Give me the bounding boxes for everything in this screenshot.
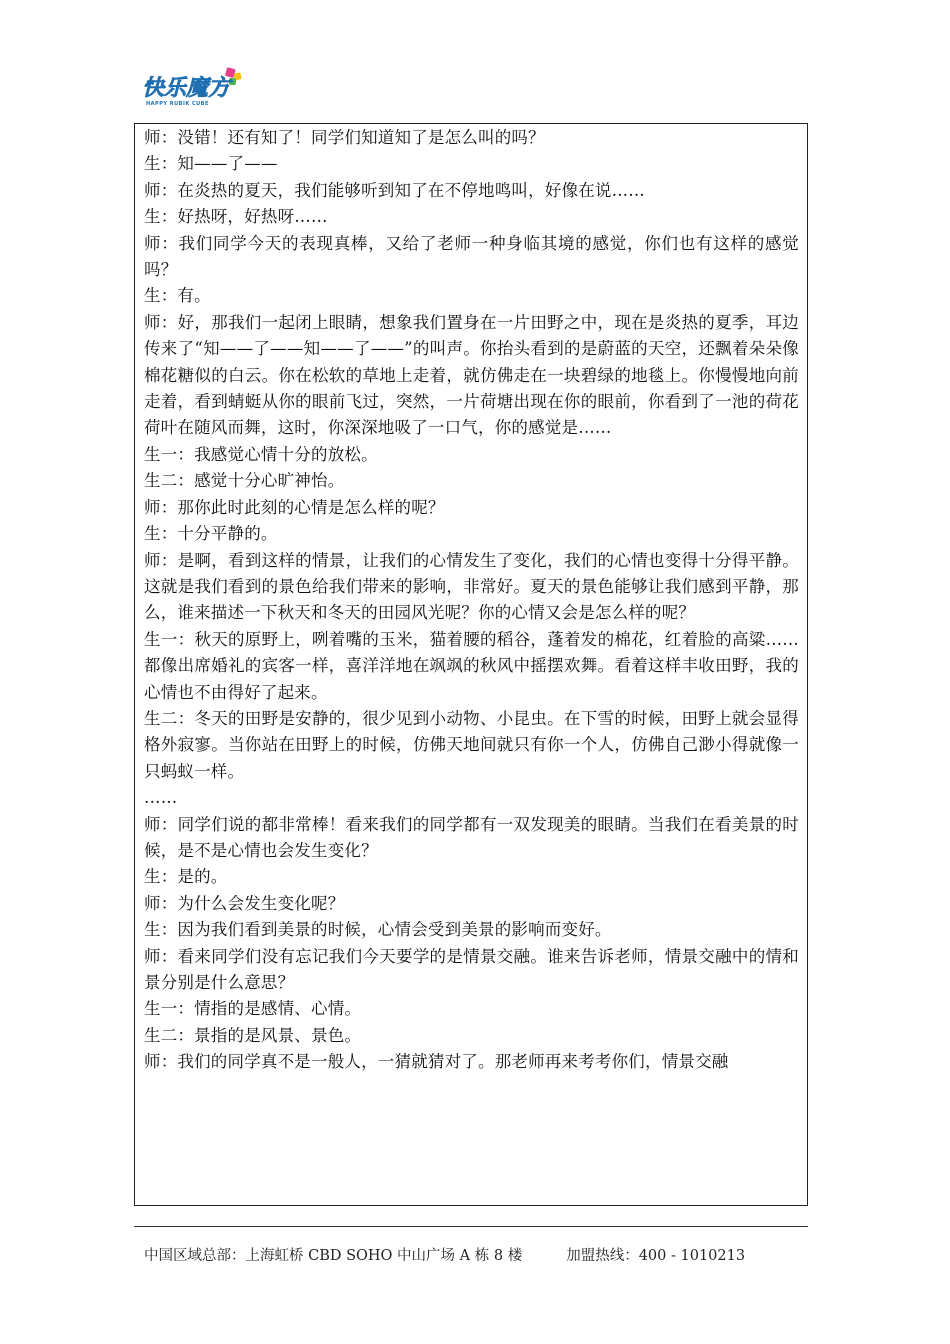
footer-address: 中国区域总部：上海虹桥 CBD SOHO 中山广场 A 栋 8 楼 xyxy=(144,1248,523,1264)
dialogue-line: …… xyxy=(144,788,178,808)
dialogue-line: 师：是啊，看到这样的情景，让我们的心情发生了变化，我们的心情也变得十分得平静。这就是我们看到的景色给我们带来的影响，非常好。夏天的景色能够让我们感到平静，那么，谁来描述一下秋天和冬天的田园风光呢？你的心情又会是怎么样的呢？ xyxy=(144,550,799,623)
dialogue-line: 师：好，那我们一起闭上眼睛，想象我们置身在一片田野之中，现在是炎热的夏季，耳边传来了“知——了——知——了——”的叫声。你抬头看到的是蔚蓝的天空，还飘着朵朵像棉花糖似的白云。你在松软的草地上走着，就仿佛走在一块碧绿的地毯上。你慢慢地向前走着，看到蜻蜓从你的眼前飞过，突然，一片荷塘出现在你的眼前，你看到了一池的荷花荷叶在随风而舞，这时，你深深地吸了一口气，你的感觉是…… xyxy=(144,312,799,438)
dialogue-line: 师：看来同学们没有忘记我们今天要学的是情景交融。谁来告诉老师，情景交融中的情和景分别是什么意思？ xyxy=(144,946,799,992)
footer-hotline: 加盟热线：400 - 1010213 xyxy=(566,1248,746,1264)
dialogue-line: 生：是的。 xyxy=(144,867,228,887)
dialogue-line: 生：因为我们看到美景的时候，心情会受到美景的影响而变好。 xyxy=(144,920,612,940)
dialogue-line: 生：十分平静的。 xyxy=(144,524,278,544)
dialogue-line: 师：为什么会发生变化呢？ xyxy=(144,893,345,913)
dialogue-list xyxy=(135,124,807,1076)
dialogue-line: 师：在炎热的夏天，我们能够听到知了在不停地鸣叫，好像在说…… xyxy=(144,180,645,200)
dialogue-line: 师：我们的同学真不是一般人，一猜就猜对了。那老师再来考考你们，情景交融 xyxy=(144,1052,729,1072)
dialogue-line: 生一：我感觉心情十分的放松。 xyxy=(144,444,378,464)
dialogue-line: 生：好热呀，好热呀…… xyxy=(144,207,328,227)
dialogue-line: 师：我们同学今天的表现真棒，又给了老师一种身临其境的感觉，你们也有这样的感觉吗？ xyxy=(144,233,799,280)
footer-divider xyxy=(134,1226,808,1227)
company-logo xyxy=(140,66,244,108)
logo-subtitle: HAPPY RUBIK CUBE xyxy=(146,101,209,107)
footer xyxy=(144,1244,804,1265)
dialogue-line: 生一：秋天的原野上，咧着嘴的玉米，猫着腰的稻谷，蓬着发的棉花，红着脸的高粱……都像出席婚礼的宾客一样，喜洋洋地在飒飒的秋风中摇摆欢舞。看着这样丰收田野，我的心情也不由得好了起来。 xyxy=(144,629,799,702)
dialogue-line: 生二：感觉十分心旷神怡。 xyxy=(144,471,345,491)
dialogue-line: 生二：冬天的田野是安静的，很少见到小动物、小昆虫。在下雪的时候，田野上就会显得格外寂寥。当你站在田野上的时候，仿佛天地间就只有你一个人，仿佛自己渺小得就像一只蚂蚁一样。 xyxy=(144,708,799,781)
dialogue-line: 生一：情指的是感情、心情。 xyxy=(144,999,362,1019)
dialogue-line: 生：知——了—— xyxy=(144,154,278,174)
dialogue-box xyxy=(134,123,808,1206)
dialogue-line: 师：同学们说的都非常棒！看来我们的同学都有一双发现美的眼睛。当我们在看美景的时候，是不是心情也会发生变化？ xyxy=(144,814,799,860)
dialogue-line: 生：有。 xyxy=(144,286,211,306)
logo-name: 快乐魔方 xyxy=(142,76,231,101)
dialogue-line: 师：没错！还有知了！同学们知道知了是怎么叫的吗？ xyxy=(144,128,545,147)
dialogue-line: 师：那你此时此刻的心情是怎么样的呢？ xyxy=(144,497,445,517)
dialogue-line: 生二：景指的是风景、景色。 xyxy=(144,1025,362,1045)
